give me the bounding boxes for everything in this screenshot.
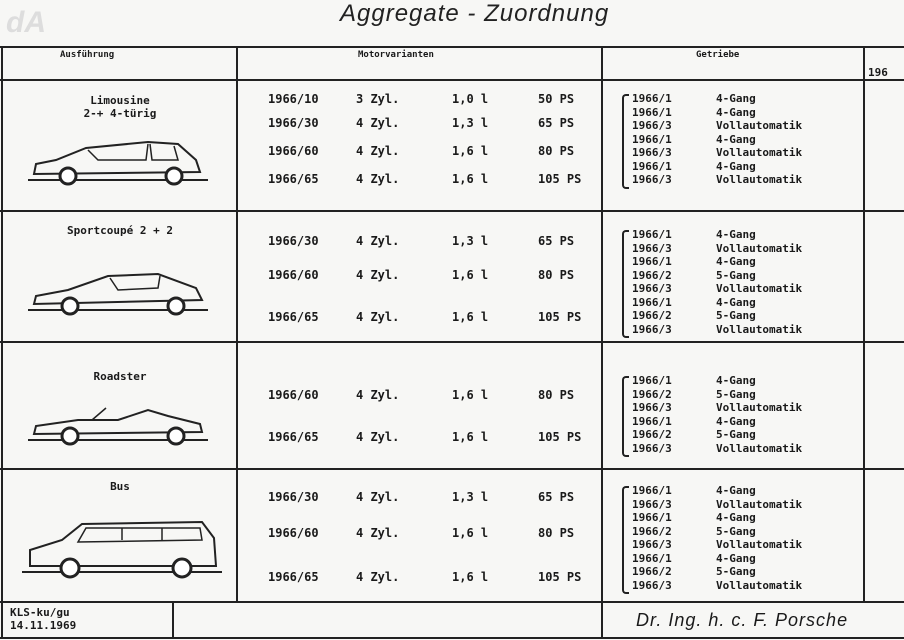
gearbox-group bbox=[632, 484, 852, 592]
engine-disp: 1,6 l bbox=[452, 144, 489, 158]
engine-cyl: 4 Zyl. bbox=[356, 526, 400, 540]
engine-code: 1966/60 bbox=[268, 388, 319, 402]
engine-cyl: 3 Zyl. bbox=[356, 92, 400, 106]
engine-disp: 1,6 l bbox=[452, 430, 489, 444]
gearbox-code: 1966/1 bbox=[632, 374, 672, 387]
engine-power: 105 PS bbox=[538, 570, 582, 584]
gearbox-code: 1966/1 bbox=[632, 92, 672, 105]
gearbox-type: 5-Gang bbox=[716, 387, 756, 401]
section-label: Sportcoupé 2 + 2 bbox=[67, 224, 173, 237]
gearbox-type: 5-Gang bbox=[716, 268, 756, 282]
engine-power: 105 PS bbox=[538, 430, 582, 444]
gearbox-code: 1966/1 bbox=[632, 105, 672, 119]
engine-cyl: 4 Zyl. bbox=[356, 116, 400, 130]
gearbox-code: 1966/2 bbox=[632, 524, 672, 538]
gearbox-code: 1966/3 bbox=[632, 497, 672, 511]
gearbox-type: 4-Gang bbox=[716, 414, 756, 428]
gearbox-type: Vollautomatik bbox=[716, 441, 803, 455]
engine-row bbox=[268, 490, 588, 506]
gearbox-type: Vollautomatik bbox=[716, 146, 803, 159]
roadster-car-icon bbox=[28, 398, 208, 448]
engine-cyl: 4 Zyl. bbox=[356, 490, 400, 504]
gearbox-type: Vollautomatik bbox=[716, 282, 803, 295]
engine-code: 1966/65 bbox=[268, 570, 319, 584]
gearbox-type: 4-Gang bbox=[716, 484, 756, 497]
gearbox-code: 1966/1 bbox=[632, 484, 672, 497]
engine-row bbox=[268, 116, 588, 132]
gearbox-type: 4-Gang bbox=[716, 551, 756, 565]
engine-power: 80 PS bbox=[538, 144, 575, 158]
engine-row bbox=[268, 172, 588, 188]
engine-cyl: 4 Zyl. bbox=[356, 310, 400, 324]
gearbox-code: 1966/1 bbox=[632, 511, 672, 524]
engine-cyl: 4 Zyl. bbox=[356, 268, 400, 282]
brace-icon bbox=[622, 486, 629, 594]
gearbox-code: 1966/2 bbox=[632, 268, 672, 282]
gearbox-type: 4-Gang bbox=[716, 511, 756, 524]
engine-row bbox=[268, 310, 588, 326]
gearbox-code: 1966/2 bbox=[632, 309, 672, 322]
engine-disp: 1,6 l bbox=[452, 268, 489, 282]
engine-power: 105 PS bbox=[538, 310, 582, 324]
engine-row bbox=[268, 570, 588, 586]
gearbox-code: 1966/1 bbox=[632, 132, 672, 146]
hatchback-car-icon bbox=[28, 136, 208, 188]
engine-disp: 1,3 l bbox=[452, 116, 489, 130]
gearbox-code: 1966/3 bbox=[632, 173, 672, 186]
gearbox-code: 1966/3 bbox=[632, 322, 672, 336]
header-ausfuehrung: Ausführung bbox=[60, 50, 115, 60]
section-label: Limousine 2-+ 4-türig bbox=[83, 94, 157, 120]
gearbox-type: 5-Gang bbox=[716, 524, 756, 538]
engine-code: 1966/30 bbox=[268, 116, 319, 130]
brace-icon bbox=[622, 94, 629, 189]
gearbox-type: Vollautomatik bbox=[716, 322, 803, 336]
gearbox-code: 1966/3 bbox=[632, 538, 672, 551]
company-name: Dr. Ing. h. c. F. Porsche bbox=[636, 610, 849, 630]
engine-code: 1966/60 bbox=[268, 144, 319, 158]
gearbox-code: 1966/3 bbox=[632, 146, 672, 159]
engine-code: 1966/30 bbox=[268, 490, 319, 504]
gearbox-code: 1966/1 bbox=[632, 159, 672, 173]
gearbox-type: 5-Gang bbox=[716, 428, 756, 441]
footer-reference: KLS-ku/gu 14.11.1969 bbox=[10, 606, 77, 632]
engine-cyl: 4 Zyl. bbox=[356, 388, 400, 402]
engine-disp: 1,3 l bbox=[452, 234, 489, 248]
engine-cyl: 4 Zyl. bbox=[356, 234, 400, 248]
coupe-car-icon bbox=[28, 266, 208, 318]
engine-power: 65 PS bbox=[538, 234, 575, 248]
engine-power: 65 PS bbox=[538, 116, 575, 130]
engine-code: 1966/10 bbox=[268, 92, 319, 106]
section-label: Roadster bbox=[93, 370, 147, 383]
gearbox-type: Vollautomatik bbox=[716, 241, 803, 255]
gearbox-type: 4-Gang bbox=[716, 228, 756, 241]
engine-disp: 1,0 l bbox=[452, 92, 489, 106]
gearbox-code: 1966/2 bbox=[632, 428, 672, 441]
gearbox-code: 1966/1 bbox=[632, 255, 672, 268]
engine-code: 1966/60 bbox=[268, 268, 319, 282]
gearbox-type: 4-Gang bbox=[716, 159, 756, 173]
engine-code: 1966/30 bbox=[268, 234, 319, 248]
van-car-icon bbox=[22, 516, 222, 580]
gearbox-code: 1966/3 bbox=[632, 401, 672, 414]
engine-code: 1966/60 bbox=[268, 526, 319, 540]
gearbox-group bbox=[632, 228, 852, 336]
engine-power: 65 PS bbox=[538, 490, 575, 504]
gearbox-type: Vollautomatik bbox=[716, 578, 803, 592]
engine-code: 1966/65 bbox=[268, 172, 319, 186]
gearbox-code: 1966/1 bbox=[632, 295, 672, 309]
engine-disp: 1,6 l bbox=[452, 388, 489, 402]
engine-disp: 1,6 l bbox=[452, 570, 489, 584]
header-getriebe: Getriebe bbox=[696, 50, 740, 60]
engine-disp: 1,3 l bbox=[452, 490, 489, 504]
gearbox-type: 4-Gang bbox=[716, 255, 756, 268]
engine-disp: 1,6 l bbox=[452, 172, 489, 186]
engine-disp: 1,6 l bbox=[452, 310, 489, 324]
gearbox-code: 1966/2 bbox=[632, 387, 672, 401]
engine-cyl: 4 Zyl. bbox=[356, 144, 400, 158]
gearbox-code: 1966/1 bbox=[632, 228, 672, 241]
engine-cyl: 4 Zyl. bbox=[356, 172, 400, 186]
gearbox-type: Vollautomatik bbox=[716, 173, 803, 186]
page-title: Aggregate - Zuordnung bbox=[340, 0, 610, 27]
engine-row bbox=[268, 92, 588, 108]
gearbox-code: 1966/3 bbox=[632, 241, 672, 255]
gearbox-code: 1966/2 bbox=[632, 565, 672, 578]
gearbox-group bbox=[632, 92, 852, 187]
header-year-partial: 196 bbox=[868, 66, 888, 79]
engine-power: 80 PS bbox=[538, 268, 575, 282]
gearbox-type: 4-Gang bbox=[716, 374, 756, 387]
engine-power: 105 PS bbox=[538, 172, 582, 186]
engine-disp: 1,6 l bbox=[452, 526, 489, 540]
gearbox-code: 1966/3 bbox=[632, 578, 672, 592]
gearbox-type: 4-Gang bbox=[716, 295, 756, 309]
gearbox-type: 5-Gang bbox=[716, 309, 756, 322]
gearbox-code: 1966/3 bbox=[632, 441, 672, 455]
brace-icon bbox=[622, 376, 629, 457]
engine-code: 1966/65 bbox=[268, 430, 319, 444]
engine-power: 80 PS bbox=[538, 526, 575, 540]
gearbox-type: Vollautomatik bbox=[716, 119, 803, 132]
gearbox-type: 4-Gang bbox=[716, 92, 756, 105]
engine-power: 50 PS bbox=[538, 92, 575, 106]
gearbox-type: 5-Gang bbox=[716, 565, 756, 578]
gearbox-type: 4-Gang bbox=[716, 132, 756, 146]
engine-row bbox=[268, 144, 588, 160]
company-logo: dA bbox=[6, 6, 46, 39]
engine-cyl: 4 Zyl. bbox=[356, 570, 400, 584]
gearbox-code: 1966/1 bbox=[632, 551, 672, 565]
engine-row bbox=[268, 526, 588, 542]
gearbox-code: 1966/1 bbox=[632, 414, 672, 428]
gearbox-type: Vollautomatik bbox=[716, 497, 803, 511]
header-motorvarianten: Motorvarianten bbox=[358, 50, 434, 60]
engine-row bbox=[268, 430, 588, 446]
gearbox-type: 4-Gang bbox=[716, 105, 756, 119]
gearbox-code: 1966/3 bbox=[632, 282, 672, 295]
gearbox-type: Vollautomatik bbox=[716, 538, 803, 551]
engine-code: 1966/65 bbox=[268, 310, 319, 324]
engine-cyl: 4 Zyl. bbox=[356, 430, 400, 444]
gearbox-type: Vollautomatik bbox=[716, 401, 803, 414]
gearbox-code: 1966/3 bbox=[632, 119, 672, 132]
section-label: Bus bbox=[110, 480, 130, 493]
engine-row bbox=[268, 234, 588, 250]
engine-power: 80 PS bbox=[538, 388, 575, 402]
brace-icon bbox=[622, 230, 629, 338]
engine-row bbox=[268, 388, 588, 404]
engine-row bbox=[268, 268, 588, 284]
gearbox-group bbox=[632, 374, 852, 455]
